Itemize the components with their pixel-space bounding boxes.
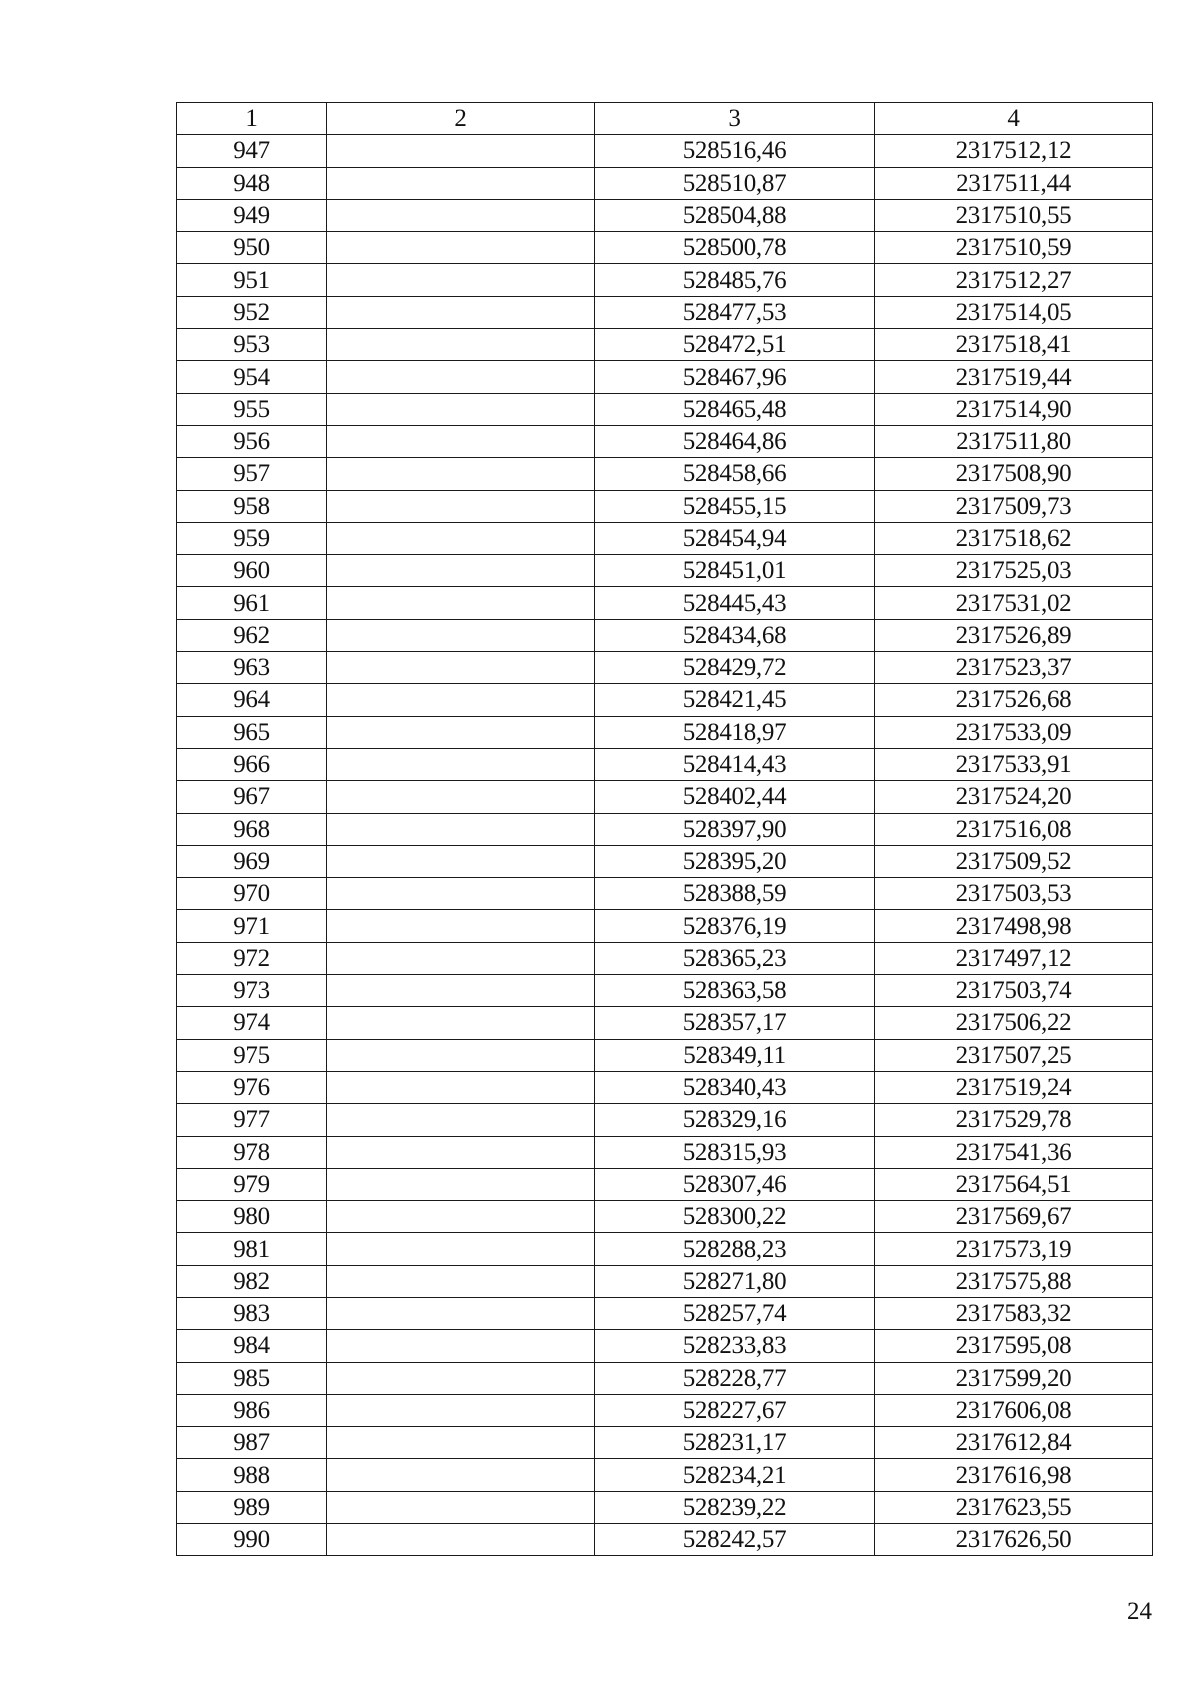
table-row bbox=[177, 199, 1153, 231]
x-coordinate-cell: 528340,43 bbox=[595, 1071, 875, 1103]
table-row bbox=[177, 652, 1153, 684]
table-row bbox=[177, 1524, 1153, 1556]
description-cell bbox=[327, 1491, 595, 1523]
y-coordinate-cell: 2317616,98 bbox=[875, 1459, 1153, 1491]
y-coordinate-cell: 2317525,03 bbox=[875, 555, 1153, 587]
point-number-cell: 958 bbox=[177, 490, 327, 522]
y-coordinate-cell: 2317524,20 bbox=[875, 781, 1153, 813]
x-coordinate-cell: 528329,16 bbox=[595, 1104, 875, 1136]
y-coordinate-cell: 2317533,91 bbox=[875, 748, 1153, 780]
y-coordinate-cell: 2317511,80 bbox=[875, 425, 1153, 457]
description-cell bbox=[327, 135, 595, 167]
point-number-cell: 959 bbox=[177, 522, 327, 554]
x-coordinate-cell: 528510,87 bbox=[595, 167, 875, 199]
point-number-cell: 956 bbox=[177, 425, 327, 457]
table-row bbox=[177, 425, 1153, 457]
table-row bbox=[177, 942, 1153, 974]
y-coordinate-cell: 2317529,78 bbox=[875, 1104, 1153, 1136]
y-coordinate-cell: 2317519,24 bbox=[875, 1071, 1153, 1103]
y-coordinate-cell: 2317510,59 bbox=[875, 232, 1153, 264]
y-coordinate-cell: 2317509,73 bbox=[875, 490, 1153, 522]
description-cell bbox=[327, 781, 595, 813]
description-cell bbox=[327, 1201, 595, 1233]
description-cell bbox=[327, 1297, 595, 1329]
x-coordinate-cell: 528257,74 bbox=[595, 1297, 875, 1329]
y-coordinate-cell: 2317526,68 bbox=[875, 684, 1153, 716]
x-coordinate-cell: 528365,23 bbox=[595, 942, 875, 974]
y-coordinate-cell: 2317583,32 bbox=[875, 1297, 1153, 1329]
y-coordinate-cell: 2317569,67 bbox=[875, 1201, 1153, 1233]
point-number-cell: 985 bbox=[177, 1362, 327, 1394]
table-row bbox=[177, 135, 1153, 167]
point-number-cell: 952 bbox=[177, 296, 327, 328]
header-cell-1: 1 bbox=[177, 103, 327, 135]
point-number-cell: 971 bbox=[177, 910, 327, 942]
y-coordinate-cell: 2317518,41 bbox=[875, 329, 1153, 361]
table-row bbox=[177, 716, 1153, 748]
table-row bbox=[177, 748, 1153, 780]
x-coordinate-cell: 528271,80 bbox=[595, 1265, 875, 1297]
description-cell bbox=[327, 716, 595, 748]
description-cell bbox=[327, 1524, 595, 1556]
point-number-cell: 964 bbox=[177, 684, 327, 716]
description-cell bbox=[327, 1265, 595, 1297]
table-row bbox=[177, 393, 1153, 425]
y-coordinate-cell: 2317510,55 bbox=[875, 199, 1153, 231]
description-cell bbox=[327, 1427, 595, 1459]
table-row bbox=[177, 1297, 1153, 1329]
y-coordinate-cell: 2317497,12 bbox=[875, 942, 1153, 974]
y-coordinate-cell: 2317575,88 bbox=[875, 1265, 1153, 1297]
y-coordinate-cell: 2317533,09 bbox=[875, 716, 1153, 748]
table-row bbox=[177, 1394, 1153, 1426]
header-cell-3: 3 bbox=[595, 103, 875, 135]
description-cell bbox=[327, 199, 595, 231]
point-number-cell: 982 bbox=[177, 1265, 327, 1297]
description-cell bbox=[327, 329, 595, 361]
y-coordinate-cell: 2317514,90 bbox=[875, 393, 1153, 425]
x-coordinate-cell: 528231,17 bbox=[595, 1427, 875, 1459]
point-number-cell: 948 bbox=[177, 167, 327, 199]
y-coordinate-cell: 2317526,89 bbox=[875, 619, 1153, 651]
page-number: 24 bbox=[1127, 1598, 1152, 1625]
point-number-cell: 967 bbox=[177, 781, 327, 813]
point-number-cell: 986 bbox=[177, 1394, 327, 1426]
description-cell bbox=[327, 1104, 595, 1136]
x-coordinate-cell: 528485,76 bbox=[595, 264, 875, 296]
table-row bbox=[177, 264, 1153, 296]
description-cell bbox=[327, 1394, 595, 1426]
point-number-cell: 974 bbox=[177, 1007, 327, 1039]
description-cell bbox=[327, 1330, 595, 1362]
point-number-cell: 955 bbox=[177, 393, 327, 425]
table-row bbox=[177, 329, 1153, 361]
table-row bbox=[177, 975, 1153, 1007]
x-coordinate-cell: 528516,46 bbox=[595, 135, 875, 167]
description-cell bbox=[327, 942, 595, 974]
point-number-cell: 968 bbox=[177, 813, 327, 845]
point-number-cell: 966 bbox=[177, 748, 327, 780]
table-row bbox=[177, 813, 1153, 845]
point-number-cell: 980 bbox=[177, 1201, 327, 1233]
description-cell bbox=[327, 1071, 595, 1103]
point-number-cell: 972 bbox=[177, 942, 327, 974]
description-cell bbox=[327, 652, 595, 684]
description-cell bbox=[327, 910, 595, 942]
description-cell bbox=[327, 845, 595, 877]
y-coordinate-cell: 2317516,08 bbox=[875, 813, 1153, 845]
point-number-cell: 951 bbox=[177, 264, 327, 296]
point-number-cell: 990 bbox=[177, 1524, 327, 1556]
x-coordinate-cell: 528454,94 bbox=[595, 522, 875, 554]
x-coordinate-cell: 528434,68 bbox=[595, 619, 875, 651]
table-row bbox=[177, 1265, 1153, 1297]
table-row bbox=[177, 522, 1153, 554]
point-number-cell: 988 bbox=[177, 1459, 327, 1491]
point-number-cell: 977 bbox=[177, 1104, 327, 1136]
description-cell bbox=[327, 878, 595, 910]
y-coordinate-cell: 2317564,51 bbox=[875, 1168, 1153, 1200]
y-coordinate-cell: 2317519,44 bbox=[875, 361, 1153, 393]
table-row bbox=[177, 845, 1153, 877]
x-coordinate-cell: 528239,22 bbox=[595, 1491, 875, 1523]
description-cell bbox=[327, 490, 595, 522]
x-coordinate-cell: 528300,22 bbox=[595, 1201, 875, 1233]
y-coordinate-cell: 2317506,22 bbox=[875, 1007, 1153, 1039]
point-number-cell: 950 bbox=[177, 232, 327, 264]
point-number-cell: 961 bbox=[177, 587, 327, 619]
description-cell bbox=[327, 264, 595, 296]
table-row bbox=[177, 878, 1153, 910]
point-number-cell: 983 bbox=[177, 1297, 327, 1329]
x-coordinate-cell: 528418,97 bbox=[595, 716, 875, 748]
description-cell bbox=[327, 522, 595, 554]
point-number-cell: 984 bbox=[177, 1330, 327, 1362]
x-coordinate-cell: 528315,93 bbox=[595, 1136, 875, 1168]
table-row bbox=[177, 1136, 1153, 1168]
x-coordinate-cell: 528500,78 bbox=[595, 232, 875, 264]
point-number-cell: 953 bbox=[177, 329, 327, 361]
table-row bbox=[177, 458, 1153, 490]
y-coordinate-cell: 2317509,52 bbox=[875, 845, 1153, 877]
x-coordinate-cell: 528472,51 bbox=[595, 329, 875, 361]
table-row bbox=[177, 1201, 1153, 1233]
point-number-cell: 969 bbox=[177, 845, 327, 877]
coordinates-table bbox=[176, 102, 1153, 1556]
x-coordinate-cell: 528477,53 bbox=[595, 296, 875, 328]
point-number-cell: 963 bbox=[177, 652, 327, 684]
table-row bbox=[177, 232, 1153, 264]
description-cell bbox=[327, 458, 595, 490]
table-row bbox=[177, 781, 1153, 813]
point-number-cell: 973 bbox=[177, 975, 327, 1007]
x-coordinate-cell: 528458,66 bbox=[595, 458, 875, 490]
table-row bbox=[177, 1007, 1153, 1039]
table-row bbox=[177, 1459, 1153, 1491]
x-coordinate-cell: 528288,23 bbox=[595, 1233, 875, 1265]
header-row bbox=[177, 103, 1153, 135]
x-coordinate-cell: 528307,46 bbox=[595, 1168, 875, 1200]
description-cell bbox=[327, 684, 595, 716]
table-row bbox=[177, 1168, 1153, 1200]
x-coordinate-cell: 528504,88 bbox=[595, 199, 875, 231]
x-coordinate-cell: 528414,43 bbox=[595, 748, 875, 780]
point-number-cell: 954 bbox=[177, 361, 327, 393]
description-cell bbox=[327, 619, 595, 651]
coordinates-table-container bbox=[176, 102, 1152, 1556]
y-coordinate-cell: 2317498,98 bbox=[875, 910, 1153, 942]
y-coordinate-cell: 2317503,74 bbox=[875, 975, 1153, 1007]
description-cell bbox=[327, 748, 595, 780]
description-cell bbox=[327, 813, 595, 845]
description-cell bbox=[327, 1136, 595, 1168]
point-number-cell: 962 bbox=[177, 619, 327, 651]
point-number-cell: 981 bbox=[177, 1233, 327, 1265]
y-coordinate-cell: 2317508,90 bbox=[875, 458, 1153, 490]
description-cell bbox=[327, 393, 595, 425]
x-coordinate-cell: 528445,43 bbox=[595, 587, 875, 619]
description-cell bbox=[327, 296, 595, 328]
table-row bbox=[177, 1104, 1153, 1136]
x-coordinate-cell: 528467,96 bbox=[595, 361, 875, 393]
x-coordinate-cell: 528349,11 bbox=[595, 1039, 875, 1071]
y-coordinate-cell: 2317514,05 bbox=[875, 296, 1153, 328]
y-coordinate-cell: 2317523,37 bbox=[875, 652, 1153, 684]
table-row bbox=[177, 587, 1153, 619]
table-row bbox=[177, 1362, 1153, 1394]
description-cell bbox=[327, 232, 595, 264]
table-row bbox=[177, 684, 1153, 716]
point-number-cell: 987 bbox=[177, 1427, 327, 1459]
header-cell-4: 4 bbox=[875, 103, 1153, 135]
x-coordinate-cell: 528234,21 bbox=[595, 1459, 875, 1491]
table-header bbox=[177, 103, 1153, 135]
point-number-cell: 976 bbox=[177, 1071, 327, 1103]
table-row bbox=[177, 1233, 1153, 1265]
x-coordinate-cell: 528402,44 bbox=[595, 781, 875, 813]
y-coordinate-cell: 2317541,36 bbox=[875, 1136, 1153, 1168]
y-coordinate-cell: 2317511,44 bbox=[875, 167, 1153, 199]
x-coordinate-cell: 528227,67 bbox=[595, 1394, 875, 1426]
x-coordinate-cell: 528395,20 bbox=[595, 845, 875, 877]
description-cell bbox=[327, 425, 595, 457]
description-cell bbox=[327, 167, 595, 199]
table-row bbox=[177, 296, 1153, 328]
table-row bbox=[177, 619, 1153, 651]
y-coordinate-cell: 2317531,02 bbox=[875, 587, 1153, 619]
x-coordinate-cell: 528357,17 bbox=[595, 1007, 875, 1039]
y-coordinate-cell: 2317606,08 bbox=[875, 1394, 1153, 1426]
description-cell bbox=[327, 975, 595, 1007]
x-coordinate-cell: 528421,45 bbox=[595, 684, 875, 716]
y-coordinate-cell: 2317626,50 bbox=[875, 1524, 1153, 1556]
y-coordinate-cell: 2317599,20 bbox=[875, 1362, 1153, 1394]
point-number-cell: 979 bbox=[177, 1168, 327, 1200]
x-coordinate-cell: 528451,01 bbox=[595, 555, 875, 587]
table-row bbox=[177, 1491, 1153, 1523]
description-cell bbox=[327, 1168, 595, 1200]
description-cell bbox=[327, 1362, 595, 1394]
x-coordinate-cell: 528465,48 bbox=[595, 393, 875, 425]
header-cell-2: 2 bbox=[327, 103, 595, 135]
description-cell bbox=[327, 1233, 595, 1265]
description-cell bbox=[327, 1459, 595, 1491]
x-coordinate-cell: 528429,72 bbox=[595, 652, 875, 684]
point-number-cell: 957 bbox=[177, 458, 327, 490]
table-row bbox=[177, 1427, 1153, 1459]
y-coordinate-cell: 2317623,55 bbox=[875, 1491, 1153, 1523]
y-coordinate-cell: 2317503,53 bbox=[875, 878, 1153, 910]
point-number-cell: 975 bbox=[177, 1039, 327, 1071]
description-cell bbox=[327, 587, 595, 619]
point-number-cell: 989 bbox=[177, 1491, 327, 1523]
table-row bbox=[177, 1039, 1153, 1071]
table-row bbox=[177, 1330, 1153, 1362]
y-coordinate-cell: 2317518,62 bbox=[875, 522, 1153, 554]
point-number-cell: 970 bbox=[177, 878, 327, 910]
point-number-cell: 978 bbox=[177, 1136, 327, 1168]
x-coordinate-cell: 528397,90 bbox=[595, 813, 875, 845]
point-number-cell: 960 bbox=[177, 555, 327, 587]
table-body bbox=[177, 135, 1153, 1556]
table-row bbox=[177, 167, 1153, 199]
table-row bbox=[177, 490, 1153, 522]
x-coordinate-cell: 528363,58 bbox=[595, 975, 875, 1007]
table-row bbox=[177, 1071, 1153, 1103]
description-cell bbox=[327, 1007, 595, 1039]
table-row bbox=[177, 361, 1153, 393]
x-coordinate-cell: 528388,59 bbox=[595, 878, 875, 910]
y-coordinate-cell: 2317612,84 bbox=[875, 1427, 1153, 1459]
y-coordinate-cell: 2317507,25 bbox=[875, 1039, 1153, 1071]
table-row bbox=[177, 910, 1153, 942]
x-coordinate-cell: 528242,57 bbox=[595, 1524, 875, 1556]
x-coordinate-cell: 528233,83 bbox=[595, 1330, 875, 1362]
x-coordinate-cell: 528228,77 bbox=[595, 1362, 875, 1394]
x-coordinate-cell: 528464,86 bbox=[595, 425, 875, 457]
y-coordinate-cell: 2317512,27 bbox=[875, 264, 1153, 296]
y-coordinate-cell: 2317595,08 bbox=[875, 1330, 1153, 1362]
y-coordinate-cell: 2317573,19 bbox=[875, 1233, 1153, 1265]
point-number-cell: 965 bbox=[177, 716, 327, 748]
description-cell bbox=[327, 555, 595, 587]
description-cell bbox=[327, 361, 595, 393]
x-coordinate-cell: 528455,15 bbox=[595, 490, 875, 522]
point-number-cell: 949 bbox=[177, 199, 327, 231]
description-cell bbox=[327, 1039, 595, 1071]
y-coordinate-cell: 2317512,12 bbox=[875, 135, 1153, 167]
x-coordinate-cell: 528376,19 bbox=[595, 910, 875, 942]
table-row bbox=[177, 555, 1153, 587]
point-number-cell: 947 bbox=[177, 135, 327, 167]
